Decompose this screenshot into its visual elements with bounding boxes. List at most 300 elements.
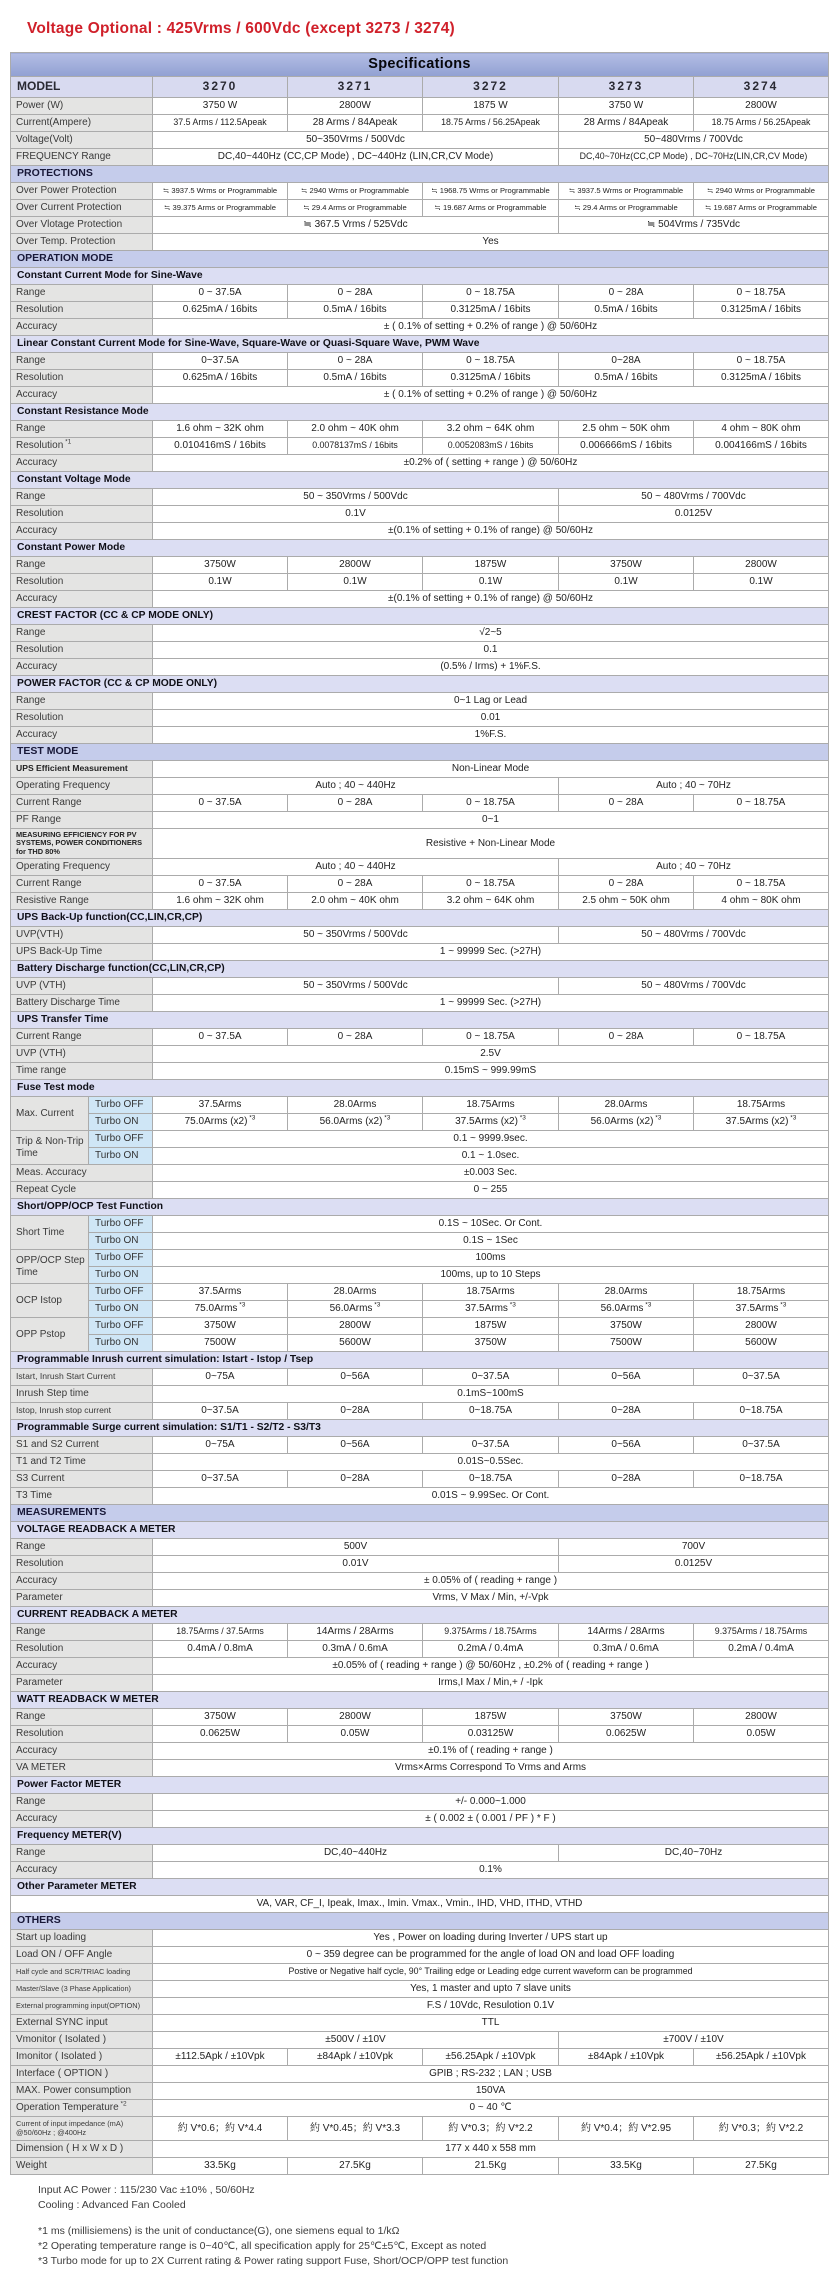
- row-label: T3 Time: [11, 1488, 153, 1505]
- spec-value: 0.5mA / 16bits: [559, 302, 694, 319]
- spec-value: ±84Apk / ±10Vpk: [559, 2049, 694, 2066]
- spec-value: 27.5Kg: [288, 2158, 423, 2175]
- spec-value: Yes, 1 master and upto 7 slave units: [153, 1981, 829, 1998]
- table-row: [11, 1862, 829, 1879]
- row-label: Range: [11, 421, 153, 438]
- spec-value: 56.0Arms (x2) $^{*3}$: [559, 1114, 694, 1131]
- row-label: Battery Discharge Time: [11, 995, 153, 1012]
- spec-value: 50 ~ 350Vrms / 500Vdc: [153, 927, 559, 944]
- spec-value: 37.5Arms: [153, 1284, 288, 1301]
- spec-value: Auto ; 40 ~ 440Hz: [153, 778, 559, 795]
- table-row: [11, 1114, 829, 1131]
- spec-value: Resistive + Non-Linear Mode: [153, 829, 829, 859]
- row-label: Accuracy: [11, 1743, 153, 1760]
- row-label: MAX. Power consumption: [11, 2083, 153, 2100]
- row-label: Resolution: [11, 506, 153, 523]
- row-label: OPP/OCP Step Time: [11, 1250, 89, 1284]
- subsection-row: [11, 336, 829, 353]
- table-row: [11, 285, 829, 302]
- row-label: Vmonitor ( Isolated ): [11, 2032, 153, 2049]
- table-row: [11, 387, 829, 404]
- spec-value: ≒ 3937.5 Wrms or Programmable: [153, 183, 288, 200]
- spec-value: 14Arms / 28Arms: [288, 1624, 423, 1641]
- model-column-header: 3272: [423, 77, 559, 98]
- table-row: [11, 812, 829, 829]
- table-row: [11, 1743, 829, 1760]
- spec-value: ≒ 367.5 Vrms / 525Vdc: [153, 217, 559, 234]
- spec-value: 100ms, up to 10 Steps: [153, 1267, 829, 1284]
- table-row: [11, 1896, 829, 1913]
- subsection-row: [11, 910, 829, 927]
- spec-value: 0~37.5A: [153, 1403, 288, 1420]
- subsection-header: Short/OPP/OCP Test Function: [11, 1199, 829, 1216]
- subsection-header: POWER FACTOR (CC & CP MODE ONLY): [11, 676, 829, 693]
- subsection-header: UPS Transfer Time: [11, 1012, 829, 1029]
- model-column-header: 3270: [153, 77, 288, 98]
- table-row: [11, 642, 829, 659]
- spec-value: 0.1%: [153, 1862, 829, 1879]
- spec-value: 28.0Arms: [559, 1284, 694, 1301]
- spec-value: 0.5mA / 16bits: [288, 370, 423, 387]
- table-row: [11, 421, 829, 438]
- spec-value: 2800W: [288, 1709, 423, 1726]
- spec-value: 0~28A: [559, 1471, 694, 1488]
- turbo-mode-label: Turbo OFF: [89, 1250, 153, 1267]
- row-label: Resolution: [11, 574, 153, 591]
- spec-value: 50 ~ 480Vrms / 700Vdc: [559, 489, 829, 506]
- spec-value: 5600W: [288, 1335, 423, 1352]
- model-row-label: MODEL: [11, 77, 153, 98]
- spec-value: 0 ~ 28A: [559, 876, 694, 893]
- row-label: Weight: [11, 2158, 153, 2175]
- row-label: Resolution $^{*1}$: [11, 438, 153, 455]
- subsection-header: CURRENT READBACK A METER: [11, 1607, 829, 1624]
- spec-value: 33.5Kg: [153, 2158, 288, 2175]
- spec-value: 0.03125W: [423, 1726, 559, 1743]
- spec-value: ±0.2% of ( setting + range ) @ 50/60Hz: [153, 455, 829, 472]
- spec-value: 0.1: [153, 642, 829, 659]
- table-row: [11, 557, 829, 574]
- spec-value: 約 V*0.3；約 V*2.2: [423, 2117, 559, 2141]
- table-row: [11, 978, 829, 995]
- row-label: UVP(VTH): [11, 927, 153, 944]
- spec-value: 0.5mA / 16bits: [288, 302, 423, 319]
- row-label: UVP (VTH): [11, 978, 153, 995]
- subsection-row: [11, 1692, 829, 1709]
- spec-value: 0.625mA / 16bits: [153, 302, 288, 319]
- row-label: Range: [11, 1794, 153, 1811]
- subsection-row: [11, 1828, 829, 1845]
- subsection-row: [11, 1879, 829, 1896]
- row-label: Over Temp. Protection: [11, 234, 153, 251]
- row-label: Range: [11, 1624, 153, 1641]
- spec-value: 18.75Arms: [694, 1284, 829, 1301]
- row-label: Dimension ( H x W x D ): [11, 2141, 153, 2158]
- section-header: OTHERS: [11, 1913, 829, 1930]
- spec-value: 0.004166mS / 16bits: [694, 438, 829, 455]
- table-row: [11, 1046, 829, 1063]
- table-row: [11, 1063, 829, 1080]
- spec-value: ≒ 2940 Wrms or Programmable: [694, 183, 829, 200]
- row-label: Master/Slave (3 Phase Application): [11, 1981, 153, 1998]
- subsection-header: Battery Discharge function(CC,LIN,CR,CP): [11, 961, 829, 978]
- subsection-row: [11, 404, 829, 421]
- subsection-row: [11, 676, 829, 693]
- table-row: [11, 761, 829, 778]
- spec-value: ±56.25Apk / ±10Vpk: [694, 2049, 829, 2066]
- subsection-header: Power Factor METER: [11, 1777, 829, 1794]
- spec-value: 0~28A: [288, 1471, 423, 1488]
- spec-value: 0.0078137mS / 16bits: [288, 438, 423, 455]
- spec-value: 56.0Arms $^{*3}$: [288, 1301, 423, 1318]
- spec-value: 2.0 ohm ~ 40K ohm: [288, 421, 423, 438]
- row-label: Istop, Inrush stop current: [11, 1403, 153, 1420]
- subsection-row: [11, 1420, 829, 1437]
- row-label: Half cycle and SCR/TRIAC loading: [11, 1964, 153, 1981]
- row-label: Current Range: [11, 1029, 153, 1046]
- spec-value: 0.1W: [288, 574, 423, 591]
- spec-value: 3750W: [153, 557, 288, 574]
- spec-value: 2800W: [694, 1709, 829, 1726]
- spec-value: 18.75Arms: [423, 1097, 559, 1114]
- spec-value: 0.1S ~ 10Sec. Or Cont.: [153, 1216, 829, 1233]
- spec-value: 28.0Arms: [288, 1284, 423, 1301]
- row-label: Inrush Step time: [11, 1386, 153, 1403]
- spec-value: 28.0Arms: [559, 1097, 694, 1114]
- spec-value: ±56.25Apk / ±10Vpk: [423, 2049, 559, 2066]
- table-row: [11, 1947, 829, 1964]
- spec-value: ≒ 19.687 Arms or Programmable: [694, 200, 829, 217]
- spec-value: 0~75A: [153, 1437, 288, 1454]
- row-label: Range: [11, 1539, 153, 1556]
- spec-value: 0~37.5A: [423, 1437, 559, 1454]
- table-row: [11, 489, 829, 506]
- spec-value: 18.75Arms / 37.5Arms: [153, 1624, 288, 1641]
- spec-value: ±84Apk / ±10Vpk: [288, 2049, 423, 2066]
- row-label: Max. Current: [11, 1097, 89, 1131]
- spec-value: 0~28A: [559, 1403, 694, 1420]
- spec-value: 0.1W: [694, 574, 829, 591]
- subsection-header: Programmable Surge current simulation: S1/T1 - S2/T2 - S3/T3: [11, 1420, 829, 1437]
- table-row: [11, 1165, 829, 1182]
- table-row: [11, 1930, 829, 1947]
- subsection-header: Linear Constant Current Mode for Sine-Wave, Square-Wave or Quasi-Square Wave, PWM Wave: [11, 336, 829, 353]
- spec-value: DC,40~440Hz (CC,CP Mode) , DC~440Hz (LIN,CR,CV Mode): [153, 149, 559, 166]
- spec-value: 37.5Arms (x2) $^{*3}$: [423, 1114, 559, 1131]
- spec-value: 3750W: [559, 557, 694, 574]
- row-label: Operating Frequency: [11, 859, 153, 876]
- spec-value: 27.5Kg: [694, 2158, 829, 2175]
- table-row: [11, 625, 829, 642]
- spec-value: DC,40~440Hz: [153, 1845, 559, 1862]
- spec-value: 0~28A: [559, 353, 694, 370]
- spec-value: 2800W: [694, 98, 829, 115]
- row-label: Accuracy: [11, 1658, 153, 1675]
- table-row: [11, 353, 829, 370]
- spec-value: 0.1mS~100mS: [153, 1386, 829, 1403]
- row-label: Short Time: [11, 1216, 89, 1250]
- spec-value: ≒ 2940 Wrms or Programmable: [288, 183, 423, 200]
- spec-value: Non-Linear Mode: [153, 761, 829, 778]
- spec-value: 0.3mA / 0.6mA: [288, 1641, 423, 1658]
- section-row: [11, 744, 829, 761]
- subsection-header: Constant Power Mode: [11, 540, 829, 557]
- spec-value: ± 0.05% of ( reading + range ): [153, 1573, 829, 1590]
- spec-value: 0.1W: [423, 574, 559, 591]
- spec-value: 2800W: [694, 1318, 829, 1335]
- spec-value: 0 ~ 18.75A: [423, 795, 559, 812]
- table-row: [11, 438, 829, 455]
- table-row: [11, 2032, 829, 2049]
- row-label: Range: [11, 285, 153, 302]
- table-row: [11, 1182, 829, 1199]
- row-label: UVP (VTH): [11, 1046, 153, 1063]
- table-row: [11, 1335, 829, 1352]
- spec-value: 56.0Arms (x2) $^{*3}$: [288, 1114, 423, 1131]
- section-row: [11, 1913, 829, 1930]
- spec-value: 0~18.75A: [694, 1471, 829, 1488]
- subsection-header: VOLTAGE READBACK A METER: [11, 1522, 829, 1539]
- spec-value: 1.6 ohm ~ 32K ohm: [153, 893, 288, 910]
- table-row: [11, 727, 829, 744]
- spec-value: 0 ~ 359 degree can be programmed for the angle of load ON and load OFF loading: [153, 1947, 829, 1964]
- spec-value: Vrms, V Max / Min, +/-Vpk: [153, 1590, 829, 1607]
- subsection-header: Constant Current Mode for Sine-Wave: [11, 268, 829, 285]
- spec-value: TTL: [153, 2015, 829, 2032]
- table-row: [11, 234, 829, 251]
- row-label: OPP Pstop: [11, 1318, 89, 1352]
- spec-value: 4 ohm ~ 80K ohm: [694, 421, 829, 438]
- model-column-header: 3274: [694, 77, 829, 98]
- row-label: Resolution: [11, 710, 153, 727]
- table-row: [11, 1148, 829, 1165]
- table-row: [11, 591, 829, 608]
- spec-value: 0 ~ 28A: [288, 1029, 423, 1046]
- table-row: [11, 778, 829, 795]
- row-label: VA METER: [11, 1760, 153, 1777]
- subsection-row: [11, 1777, 829, 1794]
- spec-value: 18.75Arms: [423, 1284, 559, 1301]
- spec-value: 0.3125mA / 16bits: [423, 370, 559, 387]
- spec-value: 50~480Vrms / 700Vdc: [559, 132, 829, 149]
- spec-value: 3.2 ohm ~ 64K ohm: [423, 421, 559, 438]
- table-row: [11, 1454, 829, 1471]
- spec-value: ±0.1% of ( reading + range ): [153, 1743, 829, 1760]
- table-row: [11, 200, 829, 217]
- spec-value: ≒ 39.375 Arms or Programmable: [153, 200, 288, 217]
- subsection-row: [11, 608, 829, 625]
- spec-value: 1875W: [423, 1709, 559, 1726]
- spec-value: 0 ~ 18.75A: [694, 285, 829, 302]
- spec-value: 0.1 ~ 1.0sec.: [153, 1148, 829, 1165]
- turbo-mode-label: Turbo ON: [89, 1148, 153, 1165]
- table-row: [11, 795, 829, 812]
- footnote: *2 Operating temperature range is 0~40℃, all specification apply for 25℃±5℃, Except as noted: [38, 2240, 487, 2252]
- table-row: [11, 876, 829, 893]
- spec-value: DC,40~70Hz(CC,CP Mode) , DC~70Hz(LIN,CR,CV Mode): [559, 149, 829, 166]
- table-row: [11, 217, 829, 234]
- spec-value: Auto ; 40 ~ 70Hz: [559, 859, 829, 876]
- spec-value: ± ( 0.1% of setting + 0.2% of range ) @ 50/60Hz: [153, 387, 829, 404]
- spec-value: 0.3125mA / 16bits: [423, 302, 559, 319]
- table-row: [11, 659, 829, 676]
- turbo-mode-label: Turbo OFF: [89, 1131, 153, 1148]
- spec-value: 500V: [153, 1539, 559, 1556]
- spec-value: 0~56A: [288, 1437, 423, 1454]
- spec-value: 2.5 ohm ~ 50K ohm: [559, 421, 694, 438]
- spec-value: 0.4mA / 0.8mA: [153, 1641, 288, 1658]
- table-row: [11, 893, 829, 910]
- spec-value: 0 ~ 37.5A: [153, 285, 288, 302]
- row-label: S1 and S2 Current: [11, 1437, 153, 1454]
- table-row: [11, 944, 829, 961]
- spec-value: ≒ 29.4 Arms or Programmable: [288, 200, 423, 217]
- row-label: Imonitor ( Isolated ): [11, 2049, 153, 2066]
- spec-value: 100ms: [153, 1250, 829, 1267]
- section-header: OPERATION MODE: [11, 251, 829, 268]
- row-label: Start up loading: [11, 1930, 153, 1947]
- table-row: [11, 1369, 829, 1386]
- table-row: [11, 1216, 829, 1233]
- row-label: Over Current Protection: [11, 200, 153, 217]
- spec-value: 0.1W: [559, 574, 694, 591]
- spec-value: 0 ~ 18.75A: [694, 353, 829, 370]
- table-row: [11, 1573, 829, 1590]
- table-row: [11, 1284, 829, 1301]
- spec-value: 33.5Kg: [559, 2158, 694, 2175]
- spec-value: 0 ~ 28A: [288, 353, 423, 370]
- table-row: [11, 1250, 829, 1267]
- spec-value: Postive or Negative half cycle, 90° Trailing edge or Leading edge current waveform can be programmed: [153, 1964, 829, 1981]
- footer-line: Input AC Power : 115/230 Vac ±10% , 50/60Hz: [38, 2184, 255, 2196]
- row-label: Accuracy: [11, 1811, 153, 1828]
- spec-value: 0~37.5A: [153, 1471, 288, 1488]
- table-row: [11, 1641, 829, 1658]
- turbo-mode-label: Turbo ON: [89, 1335, 153, 1352]
- spec-value: 37.5 Arms / 112.5Apeak: [153, 115, 288, 132]
- spec-value: 2.5V: [153, 1046, 829, 1063]
- table-row: [11, 319, 829, 336]
- spec-value: 0.15mS ~ 999.99mS: [153, 1063, 829, 1080]
- table-row: [11, 1386, 829, 1403]
- row-label: Accuracy: [11, 1862, 153, 1879]
- table-row: [11, 1760, 829, 1777]
- row-label: MEASURING EFFICIENCY FOR PV SYSTEMS, POWER CONDITIONERS for THD 80%: [11, 829, 153, 859]
- subsection-row: [11, 472, 829, 489]
- turbo-mode-label: Turbo OFF: [89, 1318, 153, 1335]
- spec-value: 0 ~ 28A: [559, 795, 694, 812]
- spec-value: 1.6 ohm ~ 32K ohm: [153, 421, 288, 438]
- row-label: Range: [11, 1845, 153, 1862]
- spec-value: 0.1 ~ 9999.9sec.: [153, 1131, 829, 1148]
- spec-value: 2800W: [694, 557, 829, 574]
- spec-value: 18.75 Arms / 56.25Apeak: [423, 115, 559, 132]
- spec-value: 0 ~ 255: [153, 1182, 829, 1199]
- spec-value: Auto ; 40 ~ 70Hz: [559, 778, 829, 795]
- spec-value: 0.05W: [694, 1726, 829, 1743]
- row-label: Meas. Accuracy: [11, 1165, 153, 1182]
- row-label: FREQUENCY Range: [11, 149, 153, 166]
- table-row: [11, 693, 829, 710]
- spec-value: 0~37.5A: [694, 1369, 829, 1386]
- table-row: [11, 2083, 829, 2100]
- turbo-mode-label: Turbo OFF: [89, 1284, 153, 1301]
- subsection-header: WATT READBACK W METER: [11, 1692, 829, 1709]
- spec-value: √2~5: [153, 625, 829, 642]
- spec-value: 0 ~ 37.5A: [153, 1029, 288, 1046]
- spec-value: 0~18.75A: [423, 1403, 559, 1420]
- spec-value: 約 V*0.6；約 V*4.4: [153, 2117, 288, 2141]
- spec-value: 0.625mA / 16bits: [153, 370, 288, 387]
- spec-value: 約 V*0.3；約 V*2.2: [694, 2117, 829, 2141]
- spec-value: 0 ~ 28A: [288, 876, 423, 893]
- spec-value: 0 ~ 37.5A: [153, 795, 288, 812]
- table-row: [11, 149, 829, 166]
- spec-value: ≒ 1968.75 Wrms or Programmable: [423, 183, 559, 200]
- spec-value: ±0.05% of ( reading + range ) @ 50/60Hz , ±0.2% of ( reading + range ): [153, 1658, 829, 1675]
- row-label: Accuracy: [11, 727, 153, 744]
- spec-value: 0~37.5A: [153, 353, 288, 370]
- row-label: Range: [11, 489, 153, 506]
- model-column-header: 3273: [559, 77, 694, 98]
- spec-value: 0 ~ 18.75A: [423, 353, 559, 370]
- row-label: OCP Istop: [11, 1284, 89, 1318]
- spec-value: 0 ~ 37.5A: [153, 876, 288, 893]
- spec-value: 約 V*0.4；約 V*2.95: [559, 2117, 694, 2141]
- spec-value: 28.0Arms: [288, 1097, 423, 1114]
- spec-value: Irms,I Max / Min,+ / -Ipk: [153, 1675, 829, 1692]
- spec-value: 50~350Vrms / 500Vdc: [153, 132, 559, 149]
- spec-value: 2800W: [288, 1318, 423, 1335]
- table-row: [11, 1437, 829, 1454]
- spec-value: 0~37.5A: [423, 1369, 559, 1386]
- turbo-mode-label: Turbo ON: [89, 1114, 153, 1131]
- table-row: [11, 1981, 829, 1998]
- row-label: Time range: [11, 1063, 153, 1080]
- table-row: [11, 370, 829, 387]
- subsection-row: [11, 1012, 829, 1029]
- table-row: [11, 1845, 829, 1862]
- spec-value: 3750W: [153, 1318, 288, 1335]
- spec-value: 75.0Arms (x2) $^{*3}$: [153, 1114, 288, 1131]
- spec-value: (0.5% / Irms) + 1%F.S.: [153, 659, 829, 676]
- subsection-row: [11, 268, 829, 285]
- subsection-row: [11, 961, 829, 978]
- table-row: [11, 1811, 829, 1828]
- spec-value: 1875 W: [423, 98, 559, 115]
- row-label: Accuracy: [11, 319, 153, 336]
- row-label: Accuracy: [11, 591, 153, 608]
- spec-value: 0.0125V: [559, 506, 829, 523]
- spec-value: Vrms×Arms Correspond To Vrms and Arms: [153, 1760, 829, 1777]
- spec-value: 177 x 440 x 558 mm: [153, 2141, 829, 2158]
- spec-value: 0~28A: [288, 1403, 423, 1420]
- spec-value: 18.75 Arms / 56.25Apeak: [694, 115, 829, 132]
- table-row: [11, 2141, 829, 2158]
- spec-value: GPIB ; RS-232 ; LAN ; USB: [153, 2066, 829, 2083]
- row-label: Interface ( OPTION ): [11, 2066, 153, 2083]
- spec-value: 0 ~ 28A: [559, 1029, 694, 1046]
- spec-value: ±500V / ±10V: [153, 2032, 559, 2049]
- row-label: Voltage(Volt): [11, 132, 153, 149]
- footer-notes: [38, 2183, 508, 2269]
- row-label: T1 and T2 Time: [11, 1454, 153, 1471]
- spec-value: ≒ 19.687 Arms or Programmable: [423, 200, 559, 217]
- spec-value: 0 ~ 40 ℃: [153, 2100, 829, 2117]
- section-row: [11, 251, 829, 268]
- spec-value: 1 ~ 99999 Sec. (>27H): [153, 944, 829, 961]
- spec-value: ±112.5Apk / ±10Vpk: [153, 2049, 288, 2066]
